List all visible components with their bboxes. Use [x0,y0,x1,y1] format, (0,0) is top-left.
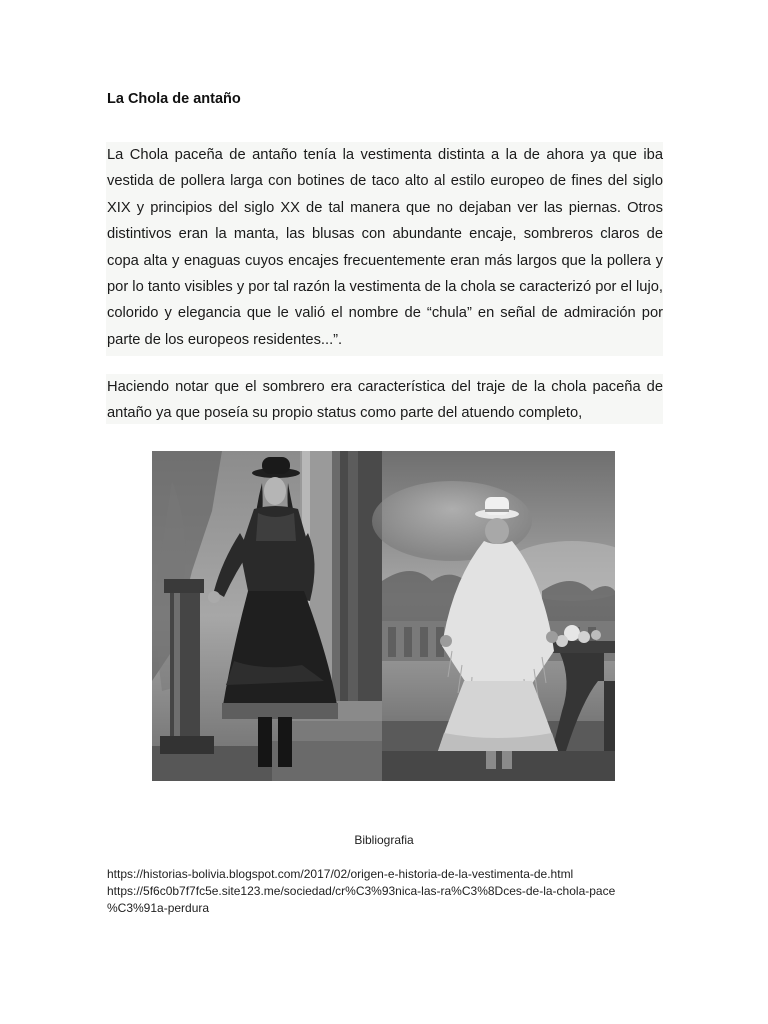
photo-right-chola-light-shawl [372,451,615,781]
bibliography-line: https://historias-bolivia.blogspot.com/2017/02/origen-e-historia-de-la-vestimenta-de.html [107,867,574,881]
bibliography-heading: Bibliografia [354,833,414,847]
paragraph-1: La Chola paceña de antaño tenía la vestimenta distinta a la de ahora ya que iba vestida de pollera larga con botines de taco alto al estilo europeo de fines del siglo XIX y principios del siglo XX de tal manera que no dejaban ver las piernas. Otros distintivos eran la manta, las blusas con abundante encaje, sombreros claros de copa alta y enaguas cuyos encajes frecuentemente eran más largos que la pollera y por lo tanto visibles y por tal razón la vestimenta de la chola se caracterizó por el lujo, colorido y elegancia que le valió el nombre de “chula” en señal de admiración por parte de los europeos residentes...”. [106,142,663,356]
bibliography-line: %C3%91a-perdura [107,901,210,915]
bibliography-list [107,866,667,917]
paragraph-2: Haciendo notar que el sombrero era característica del traje de la chola paceña de antaño ya que poseía su propio status como parte del atuendo completo, [106,374,663,424]
photo-left-chola-dark-dress [152,451,382,781]
historical-photographs [152,451,615,781]
bibliography-line: https://5f6c0b7f7fc5e.site123.me/sociedad/cr%C3%93nica-las-ra%C3%8Dces-de-la-chola-pace [107,884,616,898]
document-title: La Chola de antaño [107,91,241,107]
